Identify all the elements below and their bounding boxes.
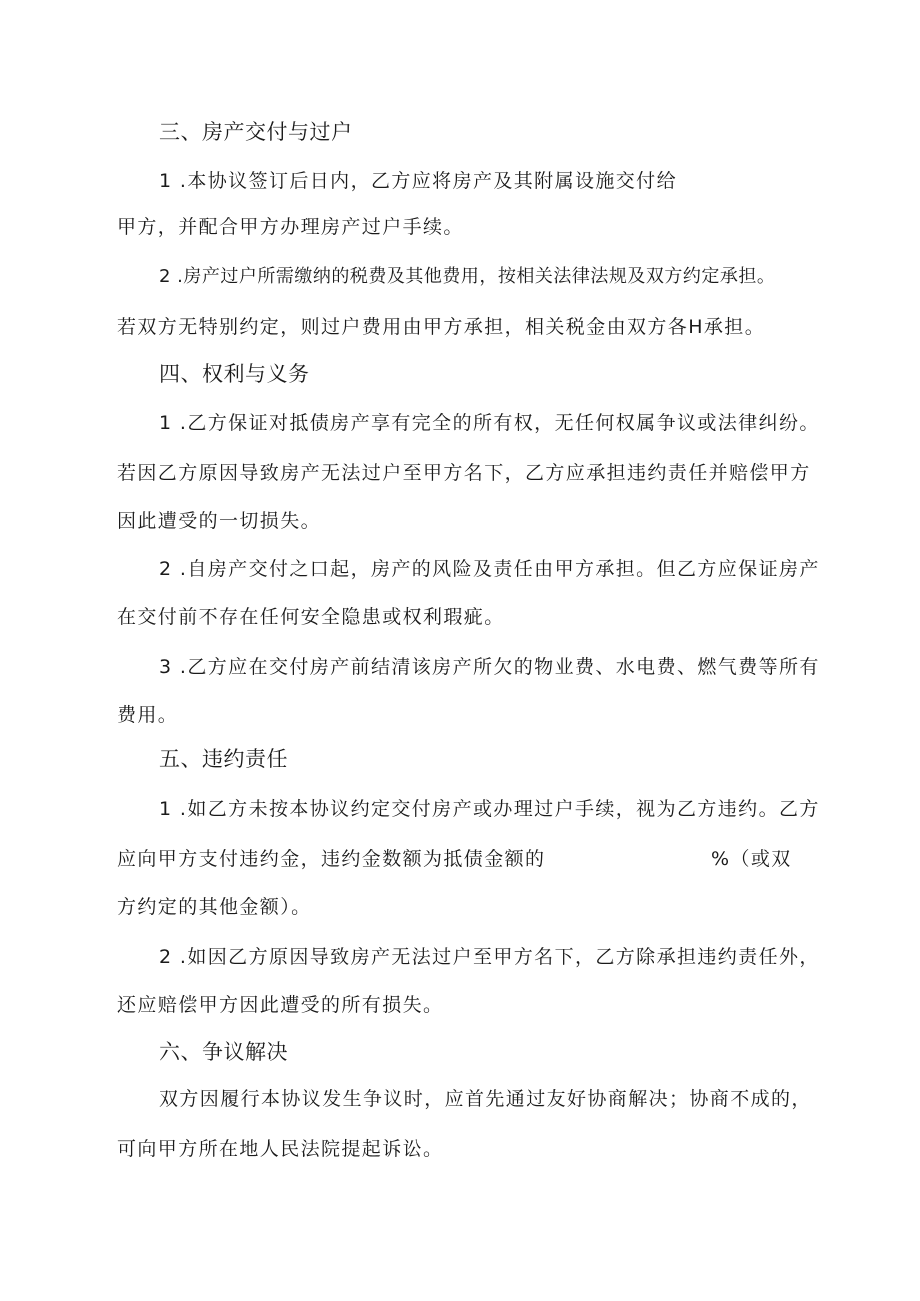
penalty-percent-suffix: %（或双 [711, 848, 792, 870]
clause-text: 2 .房产过户所需缴纳的税费及其他费用，按相关法律法规及双方约定承担。 [159, 266, 776, 287]
clause-text: 3 .乙方应在交付房产前结清该房产所欠的物业费、水电费、燃气费等所有 [159, 656, 820, 678]
section-heading-liability: 五、违约责任 [159, 747, 288, 771]
section-heading-rights-obligations: 四、权利与义务 [159, 362, 310, 386]
clause-text: 还应赔偿甲方因此遭受的所有损失。 [117, 994, 444, 1016]
clause-text: 若因乙方原因导致房产无法过户至甲方名下，乙方应承担违约责任并赔偿甲方 [117, 462, 811, 484]
clause-text: 因此遭受的一切损失。 [117, 510, 322, 532]
clause-text: 1 .如乙方未按本协议约定交付房产或办理过户手续，视为乙方违约。乙方 [159, 798, 820, 820]
clause-text: 在交付前不存在任何安全隐患或权利瑕疵。 [117, 606, 505, 628]
clause-text: 若双方无特别约定，则过户费用由甲方承担，相关税金由双方各H承担。 [117, 316, 766, 338]
clause-text: 甲方，并配合甲方办理房产过户手续。 [117, 216, 464, 238]
clause-text: 2 .如因乙方原因导致房产无法过户至甲方名下，乙方除承担违约责任外， [159, 946, 820, 968]
clause-text: 双方因履行本协议发生争议时，应首先通过友好协商解决；协商不成的， [159, 1088, 812, 1110]
clause-text: 1 .本协议签订后日内，乙方应将房产及其附属设施交付给 [159, 170, 677, 192]
clause-text: 方约定的其他金额）。 [117, 896, 312, 918]
section-heading-delivery-transfer: 三、房产交付与过户 [159, 120, 353, 144]
clause-text: 1 .乙方保证对抵债房产享有完全的所有权，无任何权属争议或法律纠纷。 [159, 412, 820, 434]
clause-text: 可向甲方所在地人民法院提起诉讼。 [117, 1138, 444, 1160]
section-heading-dispute-resolution: 六、争议解决 [159, 1040, 288, 1064]
clause-text: 2 .自房产交付之口起，房产的风险及责任由甲方承担。但乙方应保证房产 [159, 558, 820, 580]
clause-text: 费用。 [117, 704, 179, 726]
clause-text: 应向甲方支付违约金，违约金数额为抵债金额的 [117, 848, 546, 870]
